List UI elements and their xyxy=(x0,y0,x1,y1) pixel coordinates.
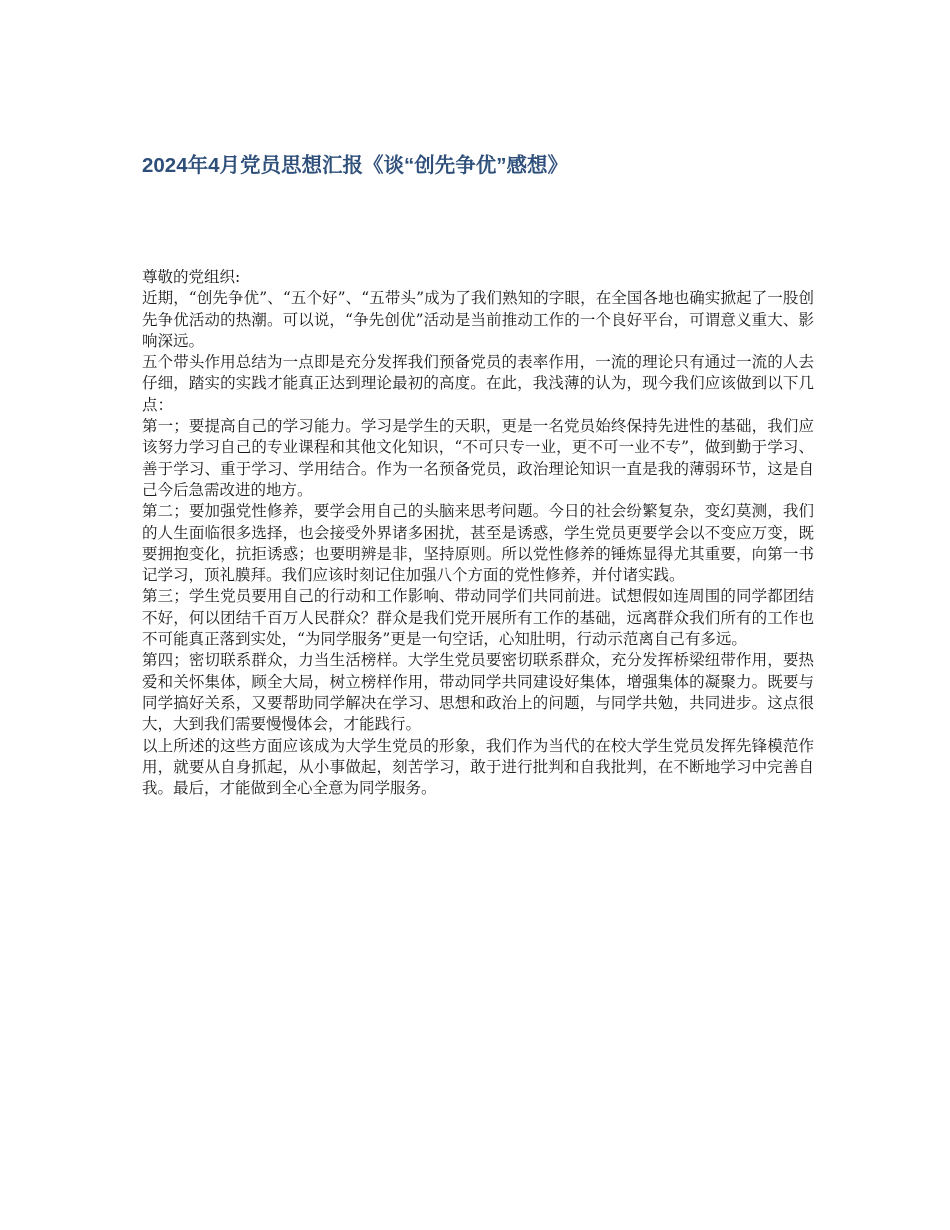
document-body xyxy=(142,267,814,799)
paragraph-conclusion: 以上所述的这些方面应该成为大学生党员的形象，我们作为当代的在校大学生党员发挥先锋模范作用，就要从自身抓起，从小事做起，刻苦学习，敢于进行批判和自我批判，在不断地学习中完善自我。最后，才能做到全心全意为同学服务。 xyxy=(142,736,814,798)
salutation: 尊敬的党组织: xyxy=(142,268,241,286)
paragraph-point-four: 第四；密切联系群众，力当生活榜样。大学生党员要密切联系群众，充分发挥桥梁纽带作用，要热爱和关怀集体，顾全大局，树立榜样作用，带动同学共同建设好集体，增强集体的凝聚力。既要与同学搞好关系，又要帮助同学解决在学习、思想和政治上的问题，与同学共勉，共同进步。这点很大，大到我们需要慢慢体会，才能践行。 xyxy=(142,651,814,734)
paragraph-five-leads: 五个带头作用总结为一点即是充分发挥我们预备党员的表率作用，一流的理论只有通过一流的人去仔细，踏实的实践才能真正达到理论最初的高度。在此，我浅薄的认为，现今我们应该做到以下几点： xyxy=(142,353,814,414)
document-title: 2024年4月党员思想汇报《谈“创先争优”感想》 xyxy=(142,154,569,177)
paragraph-point-three: 第三；学生党员要用自己的行动和工作影响、带动同学们共同前进。试想假如连周围的同学都团结不好，何以团结千百万人民群众？群众是我们党开展所有工作的基础，远离群众我们所有的工作也不可能真正落到实处，“为同学服务”更是一句空话，心知肚明，行动示范离自己有多远。 xyxy=(142,587,814,649)
paragraph-point-two: 第二；要加强党性修养，要学会用自己的头脑来思考问题。今日的社会纷繁复杂，变幻莫测，我们的人生面临很多选择，也会接受外界诸多困扰，甚至是诱惑，学生党员更要学会以不变应万变，既要拥抱变化，抗拒诱惑；也要明辨是非，坚持原则。所以党性修养的锤炼显得尤其重要，向第一书记学习，顶礼膜拜。我们应该时刻记住加强八个方面的党性修养，并付诸实践。 xyxy=(142,502,814,585)
paragraph-point-one: 第一；要提高自己的学习能力。学习是学生的天职，更是一名党员始终保持先进性的基础，我们应该努力学习自己的专业课程和其他文化知识，“不可只专一业，更不可一业不专”，做到勤于学习、善于学习、重于学习、学用结合。作为一名预备党员，政治理论知识一直是我的薄弱环节，这是自己今后急需改进的地方。 xyxy=(142,417,814,499)
paragraph-intro: 近期，“创先争优”、“五个好”、“五带头”成为了我们熟知的字眼，在全国各地也确实掀起了一股创先争优活动的热潮。可以说，“争先创优”活动是当前推动工作的一个良好平台，可谓意义重大、影响深远。 xyxy=(142,289,814,350)
